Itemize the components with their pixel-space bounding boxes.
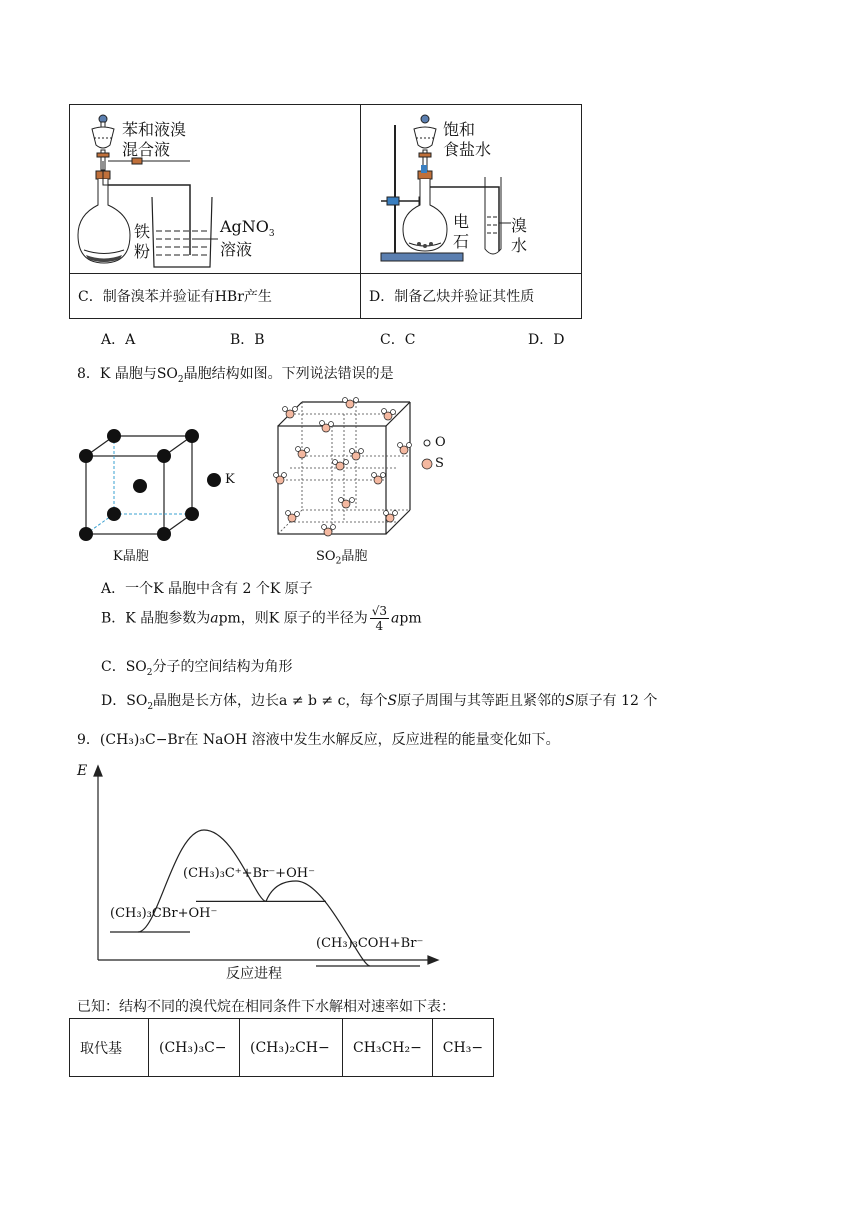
table-col-4: CH₃− bbox=[432, 1019, 493, 1077]
label-benzene-bromine: 苯和液溴 bbox=[122, 120, 187, 139]
q9-known: 已知：结构不同的溴代烷在相同条件下水解相对速率如下表： bbox=[77, 999, 455, 1015]
label-carbide-2: 石 bbox=[453, 232, 470, 251]
q9-stem: 9．(CH₃)₃C−Br在 NaOH 溶液中发生水解反应，反应进程的能量变化如下。 bbox=[77, 732, 560, 748]
q7-option-c[interactable]: C．C bbox=[380, 332, 416, 348]
reactant-label: (CH₃)₃CBr+OH⁻ bbox=[110, 906, 218, 921]
label-agno3: AgNO$_3$ bbox=[220, 217, 275, 240]
x-axis-arrow bbox=[428, 956, 438, 964]
caption-c: C．制备溴苯并验证有HBr产生 bbox=[70, 274, 361, 319]
rate-table bbox=[69, 1018, 494, 1077]
y-axis-label: E bbox=[77, 763, 88, 779]
apparatus-d-cell bbox=[361, 105, 582, 274]
legend-s-label: S bbox=[435, 456, 444, 471]
label-bromine-1: 溴 bbox=[511, 216, 528, 235]
label-iron-1: 铁 bbox=[134, 222, 151, 241]
q7-option-d[interactable]: D．D bbox=[528, 332, 565, 348]
label-carbide-1: 电 bbox=[453, 212, 470, 231]
so2-cell-caption: $SO_2$晶胞 bbox=[316, 549, 368, 567]
q8-option-d[interactable]: D．$SO_2$晶胞是长方体，边长a ≠ b ≠ c，每个S原子周围与其等距且紧邻的S原子有 12 个 bbox=[101, 693, 658, 712]
apparatus-c-cell bbox=[70, 105, 361, 274]
table-col-2: (CH₃)₂CH− bbox=[240, 1019, 343, 1077]
y-axis-arrow bbox=[94, 766, 102, 776]
label-saturated: 饱和 bbox=[443, 120, 476, 139]
q8-stem: 8．K 晶胞与$SO_2$晶胞结构如图。下列说法错误的是 bbox=[77, 366, 394, 385]
label-brine: 食盐水 bbox=[443, 140, 492, 159]
q8-option-c[interactable]: C．$SO_2$分子的空间结构为角形 bbox=[101, 659, 293, 678]
table-header-cell: 取代基 bbox=[70, 1019, 149, 1077]
x-axis-label: 反应进程 bbox=[226, 966, 282, 982]
table-col-1: (CH₃)₃C− bbox=[149, 1019, 240, 1077]
q7-option-b[interactable]: B．B bbox=[230, 332, 265, 348]
table-col-3: CH₃CH₂− bbox=[343, 1019, 433, 1077]
label-mixture: 混合液 bbox=[122, 140, 171, 159]
k-unit-cell bbox=[70, 420, 250, 544]
q8-option-b[interactable]: B．K 晶胞参数为apm，则K 原子的半径为 $\frac{√3}{4}$ apm bbox=[101, 604, 422, 633]
bromobenzene-apparatus bbox=[70, 105, 360, 273]
label-bromine-2: 水 bbox=[511, 236, 528, 255]
k-cell-caption: K晶胞 bbox=[113, 549, 149, 564]
product-label: (CH₃)₃COH+Br⁻ bbox=[316, 936, 424, 951]
apparatus-table bbox=[69, 104, 582, 319]
intermediate-label: (CH₃)₃C⁺+Br⁻+OH⁻ bbox=[183, 866, 315, 881]
legend-o-label: O bbox=[435, 435, 446, 450]
q7-option-a[interactable]: A．A bbox=[101, 332, 136, 348]
label-solution: 溶液 bbox=[220, 240, 253, 259]
so2-legend-icons bbox=[420, 436, 434, 472]
k-legend-label: K bbox=[225, 472, 235, 487]
so2-unit-cell bbox=[268, 394, 418, 544]
caption-d: D．制备乙炔并验证其性质 bbox=[361, 274, 582, 319]
q8-option-a[interactable]: A．一个K 晶胞中含有 2 个K 原子 bbox=[101, 581, 313, 597]
label-iron-2: 粉 bbox=[134, 242, 151, 261]
